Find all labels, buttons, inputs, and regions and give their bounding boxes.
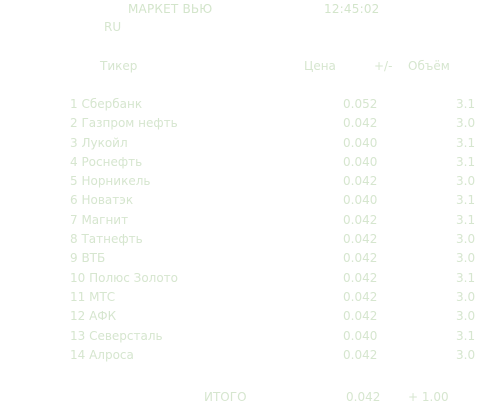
- table-row[interactable]: [0, 329, 481, 348]
- row-value: 0.040: [343, 328, 378, 343]
- row-volume: 3.1: [456, 154, 476, 169]
- row-volume: 3.1: [456, 212, 476, 227]
- row-volume: 3.1: [456, 97, 476, 111]
- table-row[interactable]: [0, 136, 481, 155]
- row-name: 10 Полюс Золото: [70, 270, 179, 285]
- row-value: 0.040: [343, 135, 378, 150]
- row-value: 0.042: [343, 289, 378, 304]
- table-header: [0, 59, 481, 77]
- table-row[interactable]: [0, 309, 481, 328]
- row-volume: 3.0: [456, 251, 476, 266]
- row-value: 0.040: [343, 154, 378, 169]
- column-volume[interactable]: Объём: [408, 59, 450, 73]
- title-left: МАРКЕТ ВЬЮ: [128, 2, 213, 16]
- row-volume: 3.0: [456, 289, 476, 304]
- row-value: 0.042: [343, 174, 378, 189]
- table-row[interactable]: [0, 232, 481, 251]
- row-value: 0.042: [343, 116, 378, 131]
- table-row[interactable]: [0, 251, 481, 270]
- row-name: 2 Газпром нефть: [70, 116, 178, 131]
- table-row[interactable]: [0, 290, 481, 309]
- row-name: 8 Татнефть: [70, 232, 143, 247]
- top-title: [128, 2, 380, 16]
- column-symbol[interactable]: Тикер: [100, 59, 138, 73]
- total-label: ИТОГО: [204, 390, 247, 404]
- row-name: 13 Северсталь: [70, 328, 163, 343]
- row-value: 0.042: [343, 270, 378, 285]
- row-name: 3 Лукойл: [70, 135, 128, 150]
- table-row[interactable]: [0, 116, 481, 135]
- row-volume: 3.0: [456, 232, 476, 247]
- table-row[interactable]: [0, 271, 481, 290]
- table-row[interactable]: [0, 348, 481, 367]
- row-value: 0.052: [343, 97, 378, 111]
- row-value: 0.042: [343, 212, 378, 227]
- row-name: 14 Алроса: [70, 347, 134, 362]
- table-row[interactable]: [0, 155, 481, 174]
- row-name: 9 ВТБ: [70, 251, 106, 266]
- row-volume: 3.1: [456, 135, 476, 150]
- row-value: 0.042: [343, 347, 378, 362]
- row-value: 0.042: [343, 251, 378, 266]
- row-name: 6 Новатэк: [70, 193, 134, 208]
- row-value: 0.040: [343, 193, 378, 208]
- row-volume: 3.1: [456, 193, 476, 208]
- total-extra: + 1.00: [408, 390, 449, 404]
- table-row[interactable]: [0, 193, 481, 212]
- column-price[interactable]: Цена: [304, 59, 336, 73]
- row-volume: 3.0: [456, 347, 476, 362]
- row-value: 0.042: [343, 309, 378, 324]
- row-volume: 3.0: [456, 174, 476, 189]
- table-row[interactable]: [0, 174, 481, 193]
- row-name: 4 Роснефть: [70, 154, 143, 169]
- total-value: 0.042: [346, 390, 381, 404]
- row-name: 7 Магнит: [70, 212, 129, 227]
- row-volume: 3.1: [456, 328, 476, 343]
- row-name: 11 МТС: [70, 289, 116, 304]
- row-name: 12 АФК: [70, 309, 117, 324]
- column-change[interactable]: +/-: [374, 59, 393, 73]
- table-body: [0, 97, 481, 367]
- row-volume: 3.1: [456, 270, 476, 285]
- row-name: 1 Сбербанк: [70, 97, 143, 111]
- table-row[interactable]: [0, 97, 481, 116]
- row-value: 0.042: [343, 232, 378, 247]
- row-name: 5 Норникель: [70, 174, 151, 189]
- table-footer: [0, 390, 481, 408]
- row-volume: 3.0: [456, 309, 476, 324]
- title-right: 12:45:02: [324, 2, 380, 16]
- subtitle: RU: [104, 20, 122, 34]
- table-row[interactable]: [0, 213, 481, 232]
- row-volume: 3.0: [456, 116, 476, 131]
